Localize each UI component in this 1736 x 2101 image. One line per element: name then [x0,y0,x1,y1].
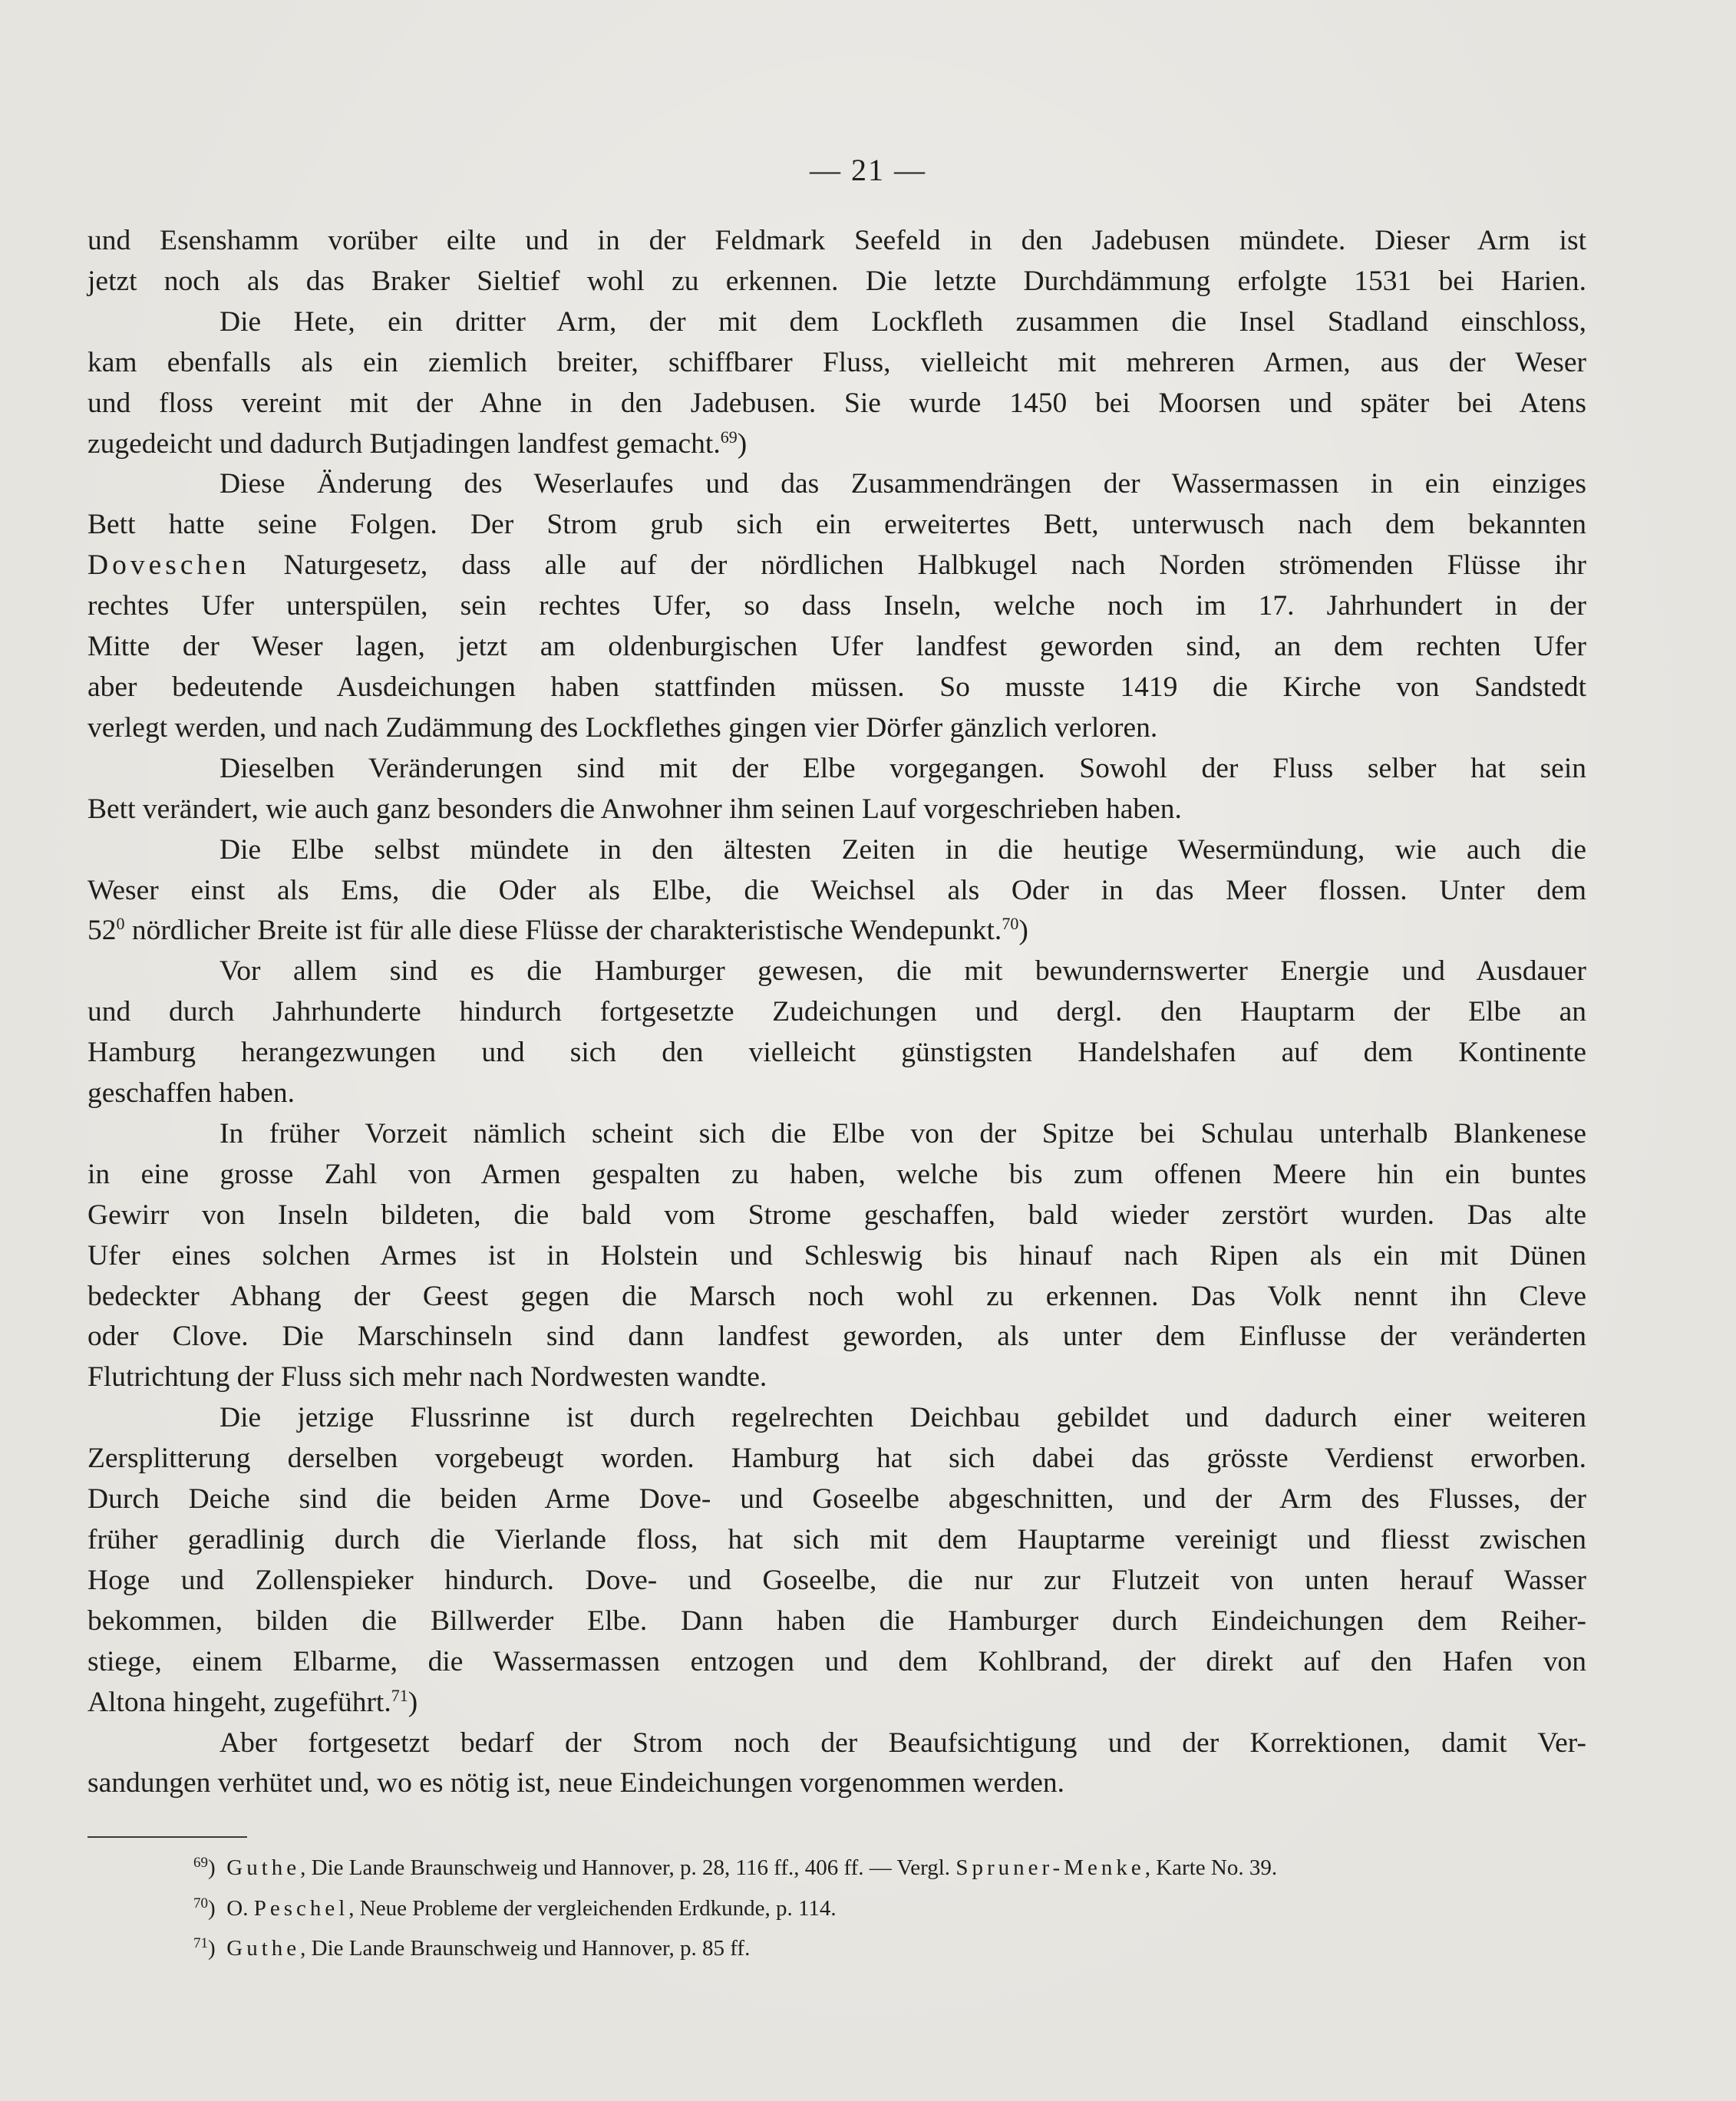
text-line: Hamburg herangezwungen und sich den vielleicht günstigsten Handelshafen auf dem Kontinente [87,1037,1586,1069]
text-line: Bett hatte seine Folgen. Der Strom grub sich ein erweitertes Bett, unterwusch nach dem bekannten [87,509,1586,541]
text-line: Doveschen Naturgesetz, dass alle auf der nördlichen Halbkugel nach Norden strömenden Flüsse ihr [87,549,1586,582]
text-line: Aber fortgesetzt bedarf der Strom noch der Beaufsichtigung und der Korrektionen, damit Ver- [219,1727,1586,1759]
text-line: Durch Deiche sind die beiden Arme Dove- und Goseelbe abgeschnitten, und der Arm des Flusses, der [87,1483,1586,1516]
page-number: — 21 — [810,153,926,187]
footnotes [193,1848,1583,1969]
text-line: zugedeicht und dadurch Butjadingen landfest gemacht.$^{69}$) [87,427,748,460]
footnote-text: Guthe, Die Lande Braunschweig und Hannover, p. 28, 116 ff., 406 ff. — Vergl. Spruner-Menke, Karte No. 39. [226,1855,1278,1880]
text-line: Dieselben Veränderungen sind mit der Elbe vorgegangen. Sowohl der Fluss selber hat sein [219,752,1586,784]
text-line: aber bedeutende Ausdeichungen haben stattfinden müssen. So musste 1419 die Kirche von Sandstedt [87,671,1586,703]
footnote-text: O. Peschel, Neue Probleme der vergleichenden Erdkunde, p. 114. [221,1895,837,1921]
text-line: sandungen verhütet und, wo es nötig ist, neue Eindeichungen vorgenommen werden. [87,1767,1064,1799]
text-line: Diese Änderung des Weserlaufes und das Zusammendrängen der Wassermassen in ein einziges [219,468,1586,500]
text-line: $52^0$ nördlicher Breite ist für alle diese Flüsse der charakteristische Wendepunkt.$^{70}$) [87,914,1028,947]
footnote-number: $^{71}$) [193,1935,216,1961]
text-line: bedeckter Abhang der Geest gegen die Marsch noch wohl zu erkennen. Das Volk nennt ihn Cleve [87,1280,1586,1312]
text-line: Hoge und Zollenspieker hindurch. Dove- und Goseelbe, die nur zur Flutzeit von unten herauf Wasser [87,1564,1586,1596]
footnote [193,1888,1583,1929]
footnote-number: $^{69}$) [193,1855,216,1880]
text-line: Altona hingeht, zugeführt.$^{71}$) [87,1685,418,1718]
text-line: Weser einst als Ems, die Oder als Elbe, die Weichsel als Oder in das Meer flossen. Unter dem [87,874,1586,906]
text-line: und floss vereint mit der Ahne in den Jadebusen. Sie wurde 1450 bei Moorsen und später bei Atens [87,387,1586,419]
text-line: und durch Jahrhunderte hindurch fortgesetzte Zudeichungen und dergl. den Hauptarm der Elbe an [87,996,1586,1028]
text-line: rechtes Ufer unterspülen, sein rechtes Ufer, so dass Inseln, welche noch im 17. Jahrhundert in der [87,590,1586,622]
text-line: Gewirr von Inseln bildeten, die bald vom Strome geschaffen, bald wieder zerstört wurden. Das alte [87,1199,1586,1231]
text-line: bekommen, bilden die Billwerder Elbe. Dann haben die Hamburger durch Eindeichungen dem Reiher- [87,1605,1586,1637]
text-line: Ufer eines solchen Armes ist in Holstein und Schleswig bis hinauf nach Ripen als ein mit Dünen [87,1239,1586,1271]
text-line: kam ebenfalls als ein ziemlich breiter, schiffbarer Fluss, vielleicht mit mehreren Armen, aus der Weser [87,346,1586,378]
text-line: Zersplitterung derselben vorgebeugt worden. Hamburg hat sich dabei das grösste Verdienst erworben. [87,1443,1586,1475]
text-line: In früher Vorzeit nämlich scheint sich die Elbe von der Spitze bei Schulau unterhalb Blankenese [219,1117,1586,1149]
text-line: Flutrichtung der Fluss sich mehr nach Nordwesten wandte. [87,1361,767,1394]
text-line: jetzt noch als das Braker Sieltief wohl zu erkennen. Die letzte Durchdämmung erfolgte 1531 bei Harien. [87,265,1586,297]
text-line: Die jetzige Flussrinne ist durch regelrechten Deichbau gebildet und dadurch einer weiteren [219,1402,1586,1434]
text-line: verlegt werden, und nach Zudämmung des Lockflethes gingen vier Dörfer gänzlich verloren. [87,711,1158,744]
footnote [193,1928,1583,1969]
text-line: geschaffen haben. [87,1077,295,1110]
footnote [193,1848,1583,1888]
text-line: Die Hete, ein dritter Arm, der mit dem Lockfleth zusammen die Insel Stadland einschloss, [219,305,1586,338]
text-line: Vor allem sind es die Hamburger gewesen, die mit bewundernswerter Energie und Ausdauer [219,955,1586,988]
body-text [87,221,1586,1804]
text-line: und Esenshamm vorüber eilte und in der Feldmark Seefeld in den Jadebusen mündete. Dieser Arm ist [87,225,1586,256]
text-line: oder Clove. Die Marschinseln sind dann landfest geworden, als unter dem Einflusse der veränderten [87,1321,1586,1353]
text-line: früher geradlinig durch die Vierlande floss, hat sich mit dem Hauptarme vereinigt und fliesst zwischen [87,1524,1586,1555]
text-line: stiege, einem Elbarme, die Wassermassen entzogen und dem Kohlbrand, der direkt auf den Hafen von [87,1645,1586,1677]
footnote-number: $^{70}$) [193,1895,216,1921]
text-line: Mitte der Weser lagen, jetzt am oldenburgischen Ufer landfest geworden sind, an dem rechten Ufer [87,631,1586,663]
text-line: Die Elbe selbst mündete in den ältesten Zeiten in die heutige Wesermündung, wie auch die [219,833,1586,866]
footnote-separator [87,1836,247,1838]
text-line: in eine grosse Zahl von Armen gespalten zu haben, welche bis zum offenen Meere hin ein buntes [87,1158,1586,1190]
footnote-text: Guthe, Die Lande Braunschweig und Hannover, p. 85 ff. [226,1936,751,1961]
text-line: Bett verändert, wie auch ganz besonders die Anwohner ihm seinen Lauf vorgeschrieben haben. [87,793,1182,825]
